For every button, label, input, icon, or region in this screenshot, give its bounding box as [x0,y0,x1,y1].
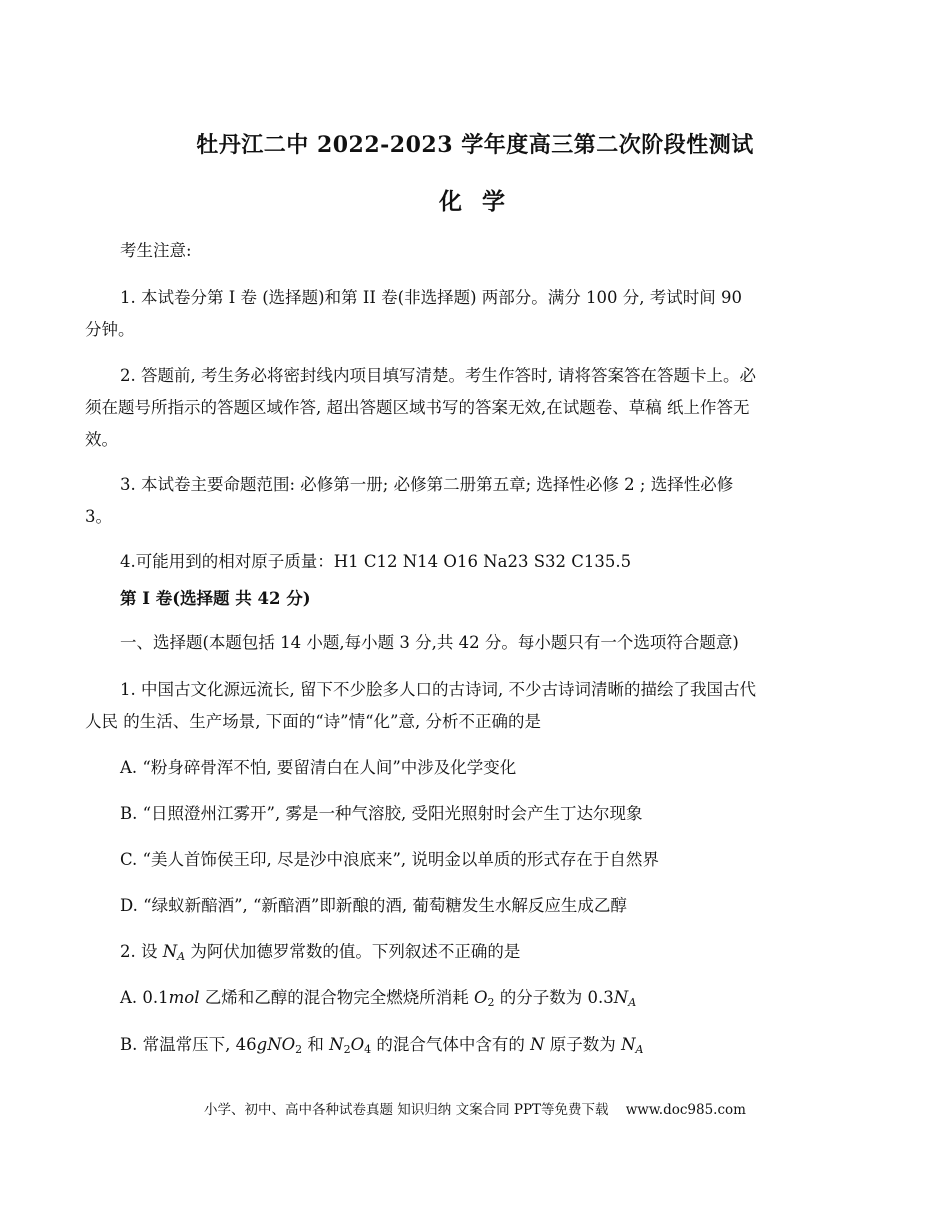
exam-title: 牡丹江二中 2022-2023 学年度高三第二次阶段性测试 [196,132,754,158]
option-b-gram: g [256,1035,268,1054]
option-a-amount: 0.1 [142,988,169,1007]
subject-title: 化 学 [438,188,511,215]
question-1-stem-line-1: 1. 中国古文化源远流长, 留下不少脍多人口的古诗词, 不少古诗词清晰的描绘了我国古代 [120,680,756,699]
option-a-text-1: 乙烯和乙醇的混合物完全燃烧所消耗 [199,988,475,1007]
option-b-na-sub: A [635,1043,644,1056]
option-b-label: B. [120,1035,143,1054]
question-2-option-b [120,1035,865,1060]
notice-item-3-line-2: 3。 [85,507,112,526]
option-b-o4-sub: 4 [364,1043,372,1056]
option-b-n2-sub: 2 [343,1043,351,1056]
option-b-no2: NO [267,1035,296,1054]
option-a-unit: mol [168,988,200,1007]
question-1-option-d: D. “绿蚁新醅酒”, “新醅酒”即新酿的酒, 葡萄糖发生水解反应生成乙醇 [120,896,627,915]
question-2-option-a [120,988,865,1013]
question-2-stem-pre: 2. 设 [120,942,163,961]
notice-item-2-line-3: 效。 [85,430,118,449]
notice-heading: 考生注意: [120,241,192,260]
option-a-oxygen: O [474,988,488,1007]
notice-item-1-line-2: 分钟。 [85,320,135,339]
section-heading: 一、选择题(本题包括 14 小题,每小题 3 分,共 42 分。每小题只有一个选项符合题意) [120,633,739,652]
notice-item-2-line-2: 须在题号所指示的答题区域作答, 超出答题区域书写的答案无效,在试题卷、草稿 纸上作答无 [85,398,750,417]
part-1-heading: 第 I 卷(选择题 共 42 分) [120,589,311,608]
option-a-label: A. [120,988,143,1007]
option-b-o4: O [350,1035,365,1054]
question-2-stem-post: 为阿伏加德罗常数的值。下列叙述不正确的是 [190,942,521,961]
option-b-n2: N [329,1035,344,1054]
option-a-na: N [613,988,629,1007]
notice-item-2-line-1: 2. 答题前, 考生务必将密封线内项目填写清楚。考生作答时, 请将答案答在答题卡上。必 [120,366,756,385]
option-b-mass: 46 [235,1035,257,1054]
option-b-text-2: 和 [302,1035,330,1054]
option-a-text-2: 的分子数为 [494,988,588,1007]
option-b-no2-sub: 2 [295,1043,303,1056]
notice-item-4: 4.可能用到的相对原子质量：H1 C12 N14 O16 Na23 S32 C135.5 [120,552,632,571]
na-symbol: N [162,942,178,961]
option-b-na: N [621,1035,636,1054]
option-b-text-3: 的混合气体中含有的 [371,1035,531,1054]
question-1-option-c: C. “美人首饰侯王印, 尽是沙中浪底来”, 说明金以单质的形式存在于自然界 [120,850,659,869]
question-1-option-a: A. “粉身碎骨浑不怕, 要留清白在人间”中涉及化学变化 [120,758,517,777]
option-a-oxygen-sub: 2 [487,996,495,1009]
na-subscript: A [177,950,186,963]
question-1-stem-line-2: 人民 的生活、生产场景, 下面的“诗”情“化”意, 分析不正确的是 [85,712,541,731]
notice-item-1-line-1: 1. 本试卷分第 I 卷 (选择题)和第 II 卷(非选择题) 两部分。满分 100 分, 考试时间 90 [120,288,742,307]
option-a-na-sub: A [628,996,637,1009]
option-a-value: 0.3 [587,988,614,1007]
question-1-option-b: B. “日照澄州江雾开”, 雾是一种气溶胶, 受阳光照射时会产生丁达尔现象 [120,804,643,823]
option-b-text-1: 常温常压下, [142,1035,236,1054]
option-b-text-4: 原子数为 [544,1035,622,1054]
question-2-stem [120,942,865,967]
option-b-n: N [530,1035,545,1054]
footer-link-text: 小学、初中、高中各种试卷真题 知识归纳 文案合同 PPT等免费下载 www.doc985.com [204,1102,746,1118]
notice-item-3-line-1: 3. 本试卷主要命题范围: 必修第一册; 必修第二册第五章; 选择性必修 2 ; 选择性必修 [120,475,734,494]
